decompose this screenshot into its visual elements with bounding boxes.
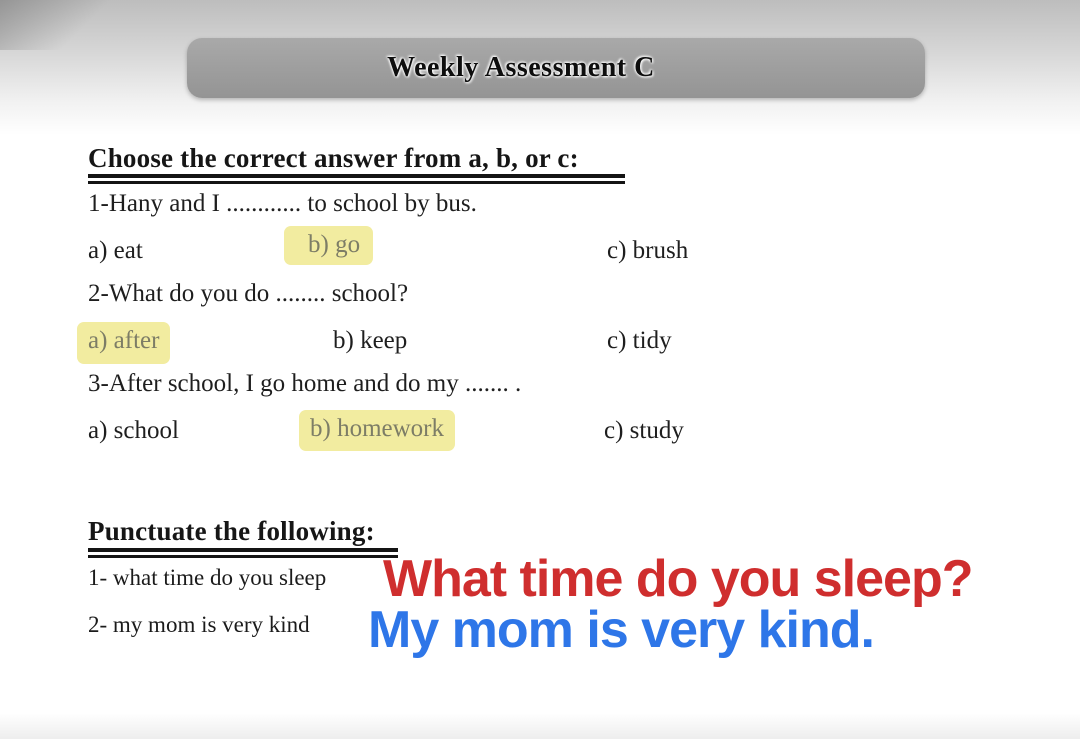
question-2-option-c: c) tidy xyxy=(607,327,672,354)
question-2-option-b: b) keep xyxy=(333,327,408,354)
question-1-text: 1-Hany and I ............ to school by bus. xyxy=(88,190,477,217)
question-3-option-a: a) school xyxy=(88,417,179,444)
option-label: b) homework xyxy=(310,415,444,442)
page-title: Weekly Assessment C xyxy=(387,52,655,83)
option-label: b) go xyxy=(308,231,361,258)
question-3-text: 3-After school, I go home and do my ....... . xyxy=(88,370,522,397)
question-1-option-b-highlighted xyxy=(284,226,373,265)
punctuation-item-2-prompt: 2- my mom is very kind xyxy=(88,612,310,637)
question-3-option-b-highlighted xyxy=(299,410,455,451)
punctuation-heading-underline xyxy=(88,548,398,558)
question-3-option-c: c) study xyxy=(604,417,684,444)
mcq-section-heading: Choose the correct answer from a, b, or c: xyxy=(88,143,579,173)
question-2-option-a-highlighted xyxy=(77,322,170,364)
question-2-text: 2-What do you do ........ school? xyxy=(88,280,409,307)
punctuation-section-heading: Punctuate the following: xyxy=(88,516,375,546)
punctuation-item-2-answer: My mom is very kind. xyxy=(368,601,874,659)
punctuation-item-1-prompt: 1- what time do you sleep xyxy=(88,565,327,590)
top-left-corner-shade xyxy=(0,0,120,50)
title-bar xyxy=(187,38,925,98)
question-1-option-a: a) eat xyxy=(88,237,143,264)
mcq-heading-underline xyxy=(88,174,625,184)
option-label: a) after xyxy=(88,327,160,354)
bottom-gradient-band xyxy=(0,713,1080,739)
question-1-option-c: c) brush xyxy=(607,237,689,264)
punctuation-item-1-answer: What time do you sleep? xyxy=(383,550,973,608)
